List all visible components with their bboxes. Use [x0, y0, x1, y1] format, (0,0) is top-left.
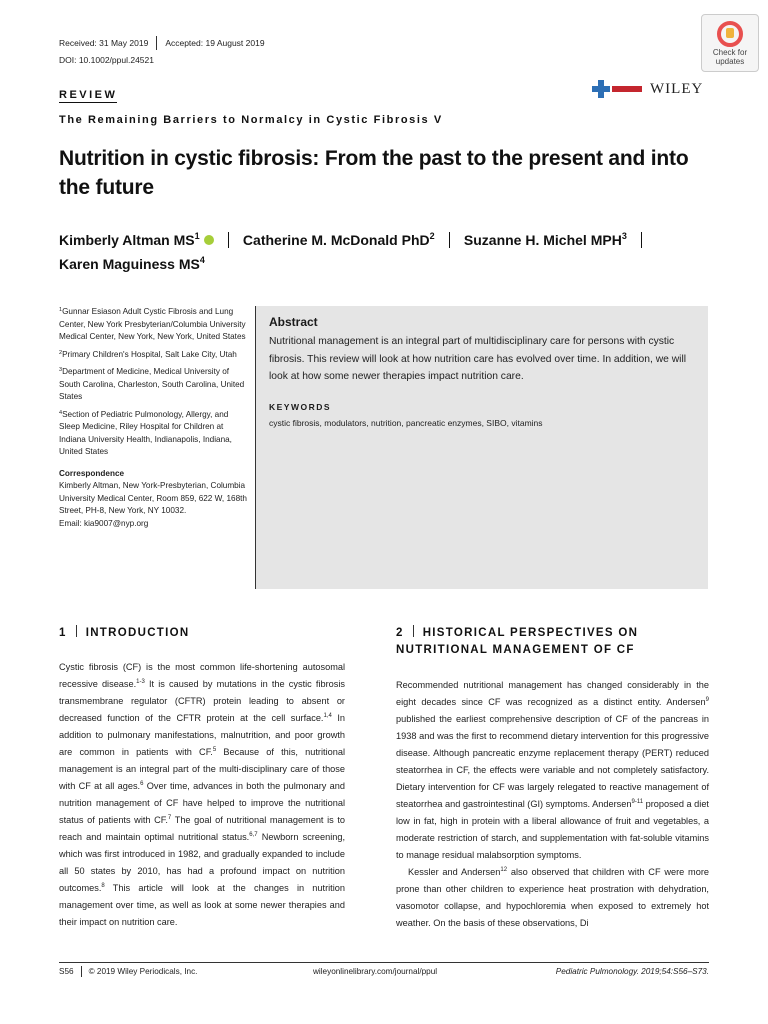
series-title: The Remaining Barriers to Normalcy in Cystic Fibrosis V: [59, 114, 443, 126]
society-logo-icon: [612, 86, 642, 92]
copyright: © 2019 Wiley Periodicals, Inc.: [88, 967, 198, 976]
historical-text: [396, 677, 709, 932]
journal-url[interactable]: wileyonlinelibrary.com/journal/ppul: [313, 967, 438, 976]
journal-citation: Pediatric Pulmonology. 2019;54:S56–S73.: [555, 967, 709, 976]
keywords-list: cystic fibrosis, modulators, nutrition, pancreatic enzymes, SIBO, vitamins: [269, 417, 543, 428]
citation-ref[interactable]: 7: [167, 815, 172, 821]
author-name[interactable]: Karen Maguiness $MS^4$: [59, 255, 205, 272]
introduction-text: Cystic fibrosis (CF) is the most common life-shortening autosomal recessive disease.$^{1-3}$ It is caused by mutations in the cystic fibrosis transmembrane regulator (CFTR) protein leading to absent or decreased function of the CFTR protein at the cell surface.$^{1,4}$ In addition to pulmonary manifestations, malnutrition, and poor growth are common in patients with CF.$^5$ Because of this, nutritional management is an integral part of the multi-disciplinary care of those with CF at all ages.$^6$ Over time, advances in both the pulmonary and nutrition management of CF have helped to improve the nutritional status of patients with CF.$^7$ The goal of nutritional management is to reach and maintain optimal nutritional status.$^{6,7}$ Newborn screening, which was first introduced in 1982, and gradually expanded to include all 50 states by 2010, has had a profound impact on nutrition outcomes.$^8$ This article will look at the changes in nutrition management over time, as well as look at some newer therapies and their impact on nutrition care.: [59, 662, 346, 927]
received-date: Received: 31 May 2019: [59, 38, 149, 48]
page-number: S56: [59, 967, 74, 976]
author-separator: [228, 232, 230, 248]
abstract-text: Nutritional management is an integral part of multidisciplinary care for persons with cystic fibrosis. This review will look at how nutrition care has evolved over time. In addition, we will look at how some newer therapies impact nutrition care.: [269, 336, 687, 382]
check-updates-line2: updates: [715, 57, 745, 66]
check-for-updates-button[interactable]: [701, 14, 759, 72]
author-name[interactable]: Kimberly Altman $MS^1$: [59, 231, 200, 248]
citation-ref[interactable]: 12: [500, 867, 508, 873]
publisher-name: WILEY: [650, 80, 704, 97]
affiliation-item: $^1$Gunnar Esiason Adult Cystic Fibrosis and Lung Center, New York Presbyterian/Columbia University Medical Center, New York, New York, United States: [59, 307, 246, 341]
keywords-heading: KEYWORDS: [269, 401, 332, 412]
check-updates-line1: Check for: [712, 48, 748, 57]
correspondence-email[interactable]: Email: kia9007@nyp.org: [59, 518, 149, 528]
check-updates-icon: [717, 21, 743, 47]
citation-ref[interactable]: 9-11: [631, 799, 644, 805]
affiliation-item: $^3$Department of Medicine, Medical University of South Carolina, Charleston, South Carolina, United States: [59, 367, 245, 401]
paragraph: Recommended nutritional management has changed considerably in the eight decades since CF was recognized as a distinct entity. Andersen$^9$ published the earliest comprehensive description of CF of the pancreas in 1938 and was the first to recommend dietary intervention for this progressive disease. Although pancreatic enzyme replacement therapy (PERT) reduced steatorrhea in CF, the effects were variable and not completely satisfactory. Dietary intervention for CF was largely relegated to reactive management of steatorrhea and gastrointestinal (GI) symptoms. Andersen$^{9-11}$ proposed a diet low in fat, high in protein with a liberal allowance of fruit and vegetables, a moderate restriction of starch, and supplementation with fat-soluble vitamins to manage residual malabsorption symptoms.: [396, 680, 709, 860]
author-separator: [641, 232, 643, 248]
doi[interactable]: DOI: 10.1002/ppul.24521: [59, 55, 154, 65]
author-list: [59, 228, 719, 276]
footer-divider: [59, 962, 709, 963]
affiliations: [59, 306, 249, 535]
orcid-icon[interactable]: [204, 235, 214, 245]
affiliation-item: $^4$Section of Pediatric Pulmonology, Allergy, and Sleep Medicine, Riley Hospital for Children at Indiana University Health, Indianapolis, Indiana, United States: [59, 409, 232, 456]
citation-ref[interactable]: 1,4: [323, 713, 332, 719]
correspondence-address: Kimberly Altman, New York-Presbyterian, Columbia University Medical Center, Room 859, 622 W, 168th Street, PH-8, New York, NY 10032.: [59, 481, 247, 515]
accepted-date: Accepted: 19 August 2019: [165, 38, 265, 48]
citation-ref[interactable]: 6: [140, 781, 144, 787]
author-name[interactable]: Suzanne H. Michel MPH$^3$: [463, 231, 627, 248]
section-heading-introduction: 1 INTRODUCTION: [59, 627, 190, 639]
citation-ref[interactable]: 1-3: [136, 679, 145, 685]
citation-ref[interactable]: 6,7: [249, 832, 258, 838]
citation-ref[interactable]: 5: [212, 747, 217, 753]
affiliation-item: $^2$Primary Children's Hospital, Salt Lake City, Utah: [59, 349, 237, 359]
footer-separator: [81, 966, 82, 977]
correspondence-heading: Correspondence: [59, 468, 125, 478]
citation-ref[interactable]: 9: [705, 697, 709, 703]
author-name[interactable]: Catherine M. McDonald PhD$^2$: [242, 231, 435, 248]
abstract-box: [255, 306, 708, 589]
article-title: Nutrition in cystic fibrosis: From the past to the present and into the future: [59, 147, 689, 199]
citation-ref[interactable]: 8: [101, 883, 105, 889]
paragraph: Kessler and Andersen$^{12}$ also observed that children with CF were more prone than other children to experience heat prostration with dehydration, vasomotor collapse, and hypochloremia when exposed to extremely hot weather. On the basis of these observations, Di: [396, 867, 709, 928]
article-dates: [59, 36, 265, 50]
author-separator: [449, 232, 451, 248]
abstract-heading: Abstract: [269, 315, 318, 329]
page-footer: [59, 966, 709, 977]
article-type: REVIEW: [59, 89, 118, 101]
section-heading-historical: 2 HISTORICAL PERSPECTIVES ON NUTRITIONAL MANAGEMENT OF CF: [396, 627, 639, 656]
publisher-logos: [592, 80, 703, 98]
date-separator: [156, 36, 157, 50]
society-cross-icon: [592, 80, 610, 98]
